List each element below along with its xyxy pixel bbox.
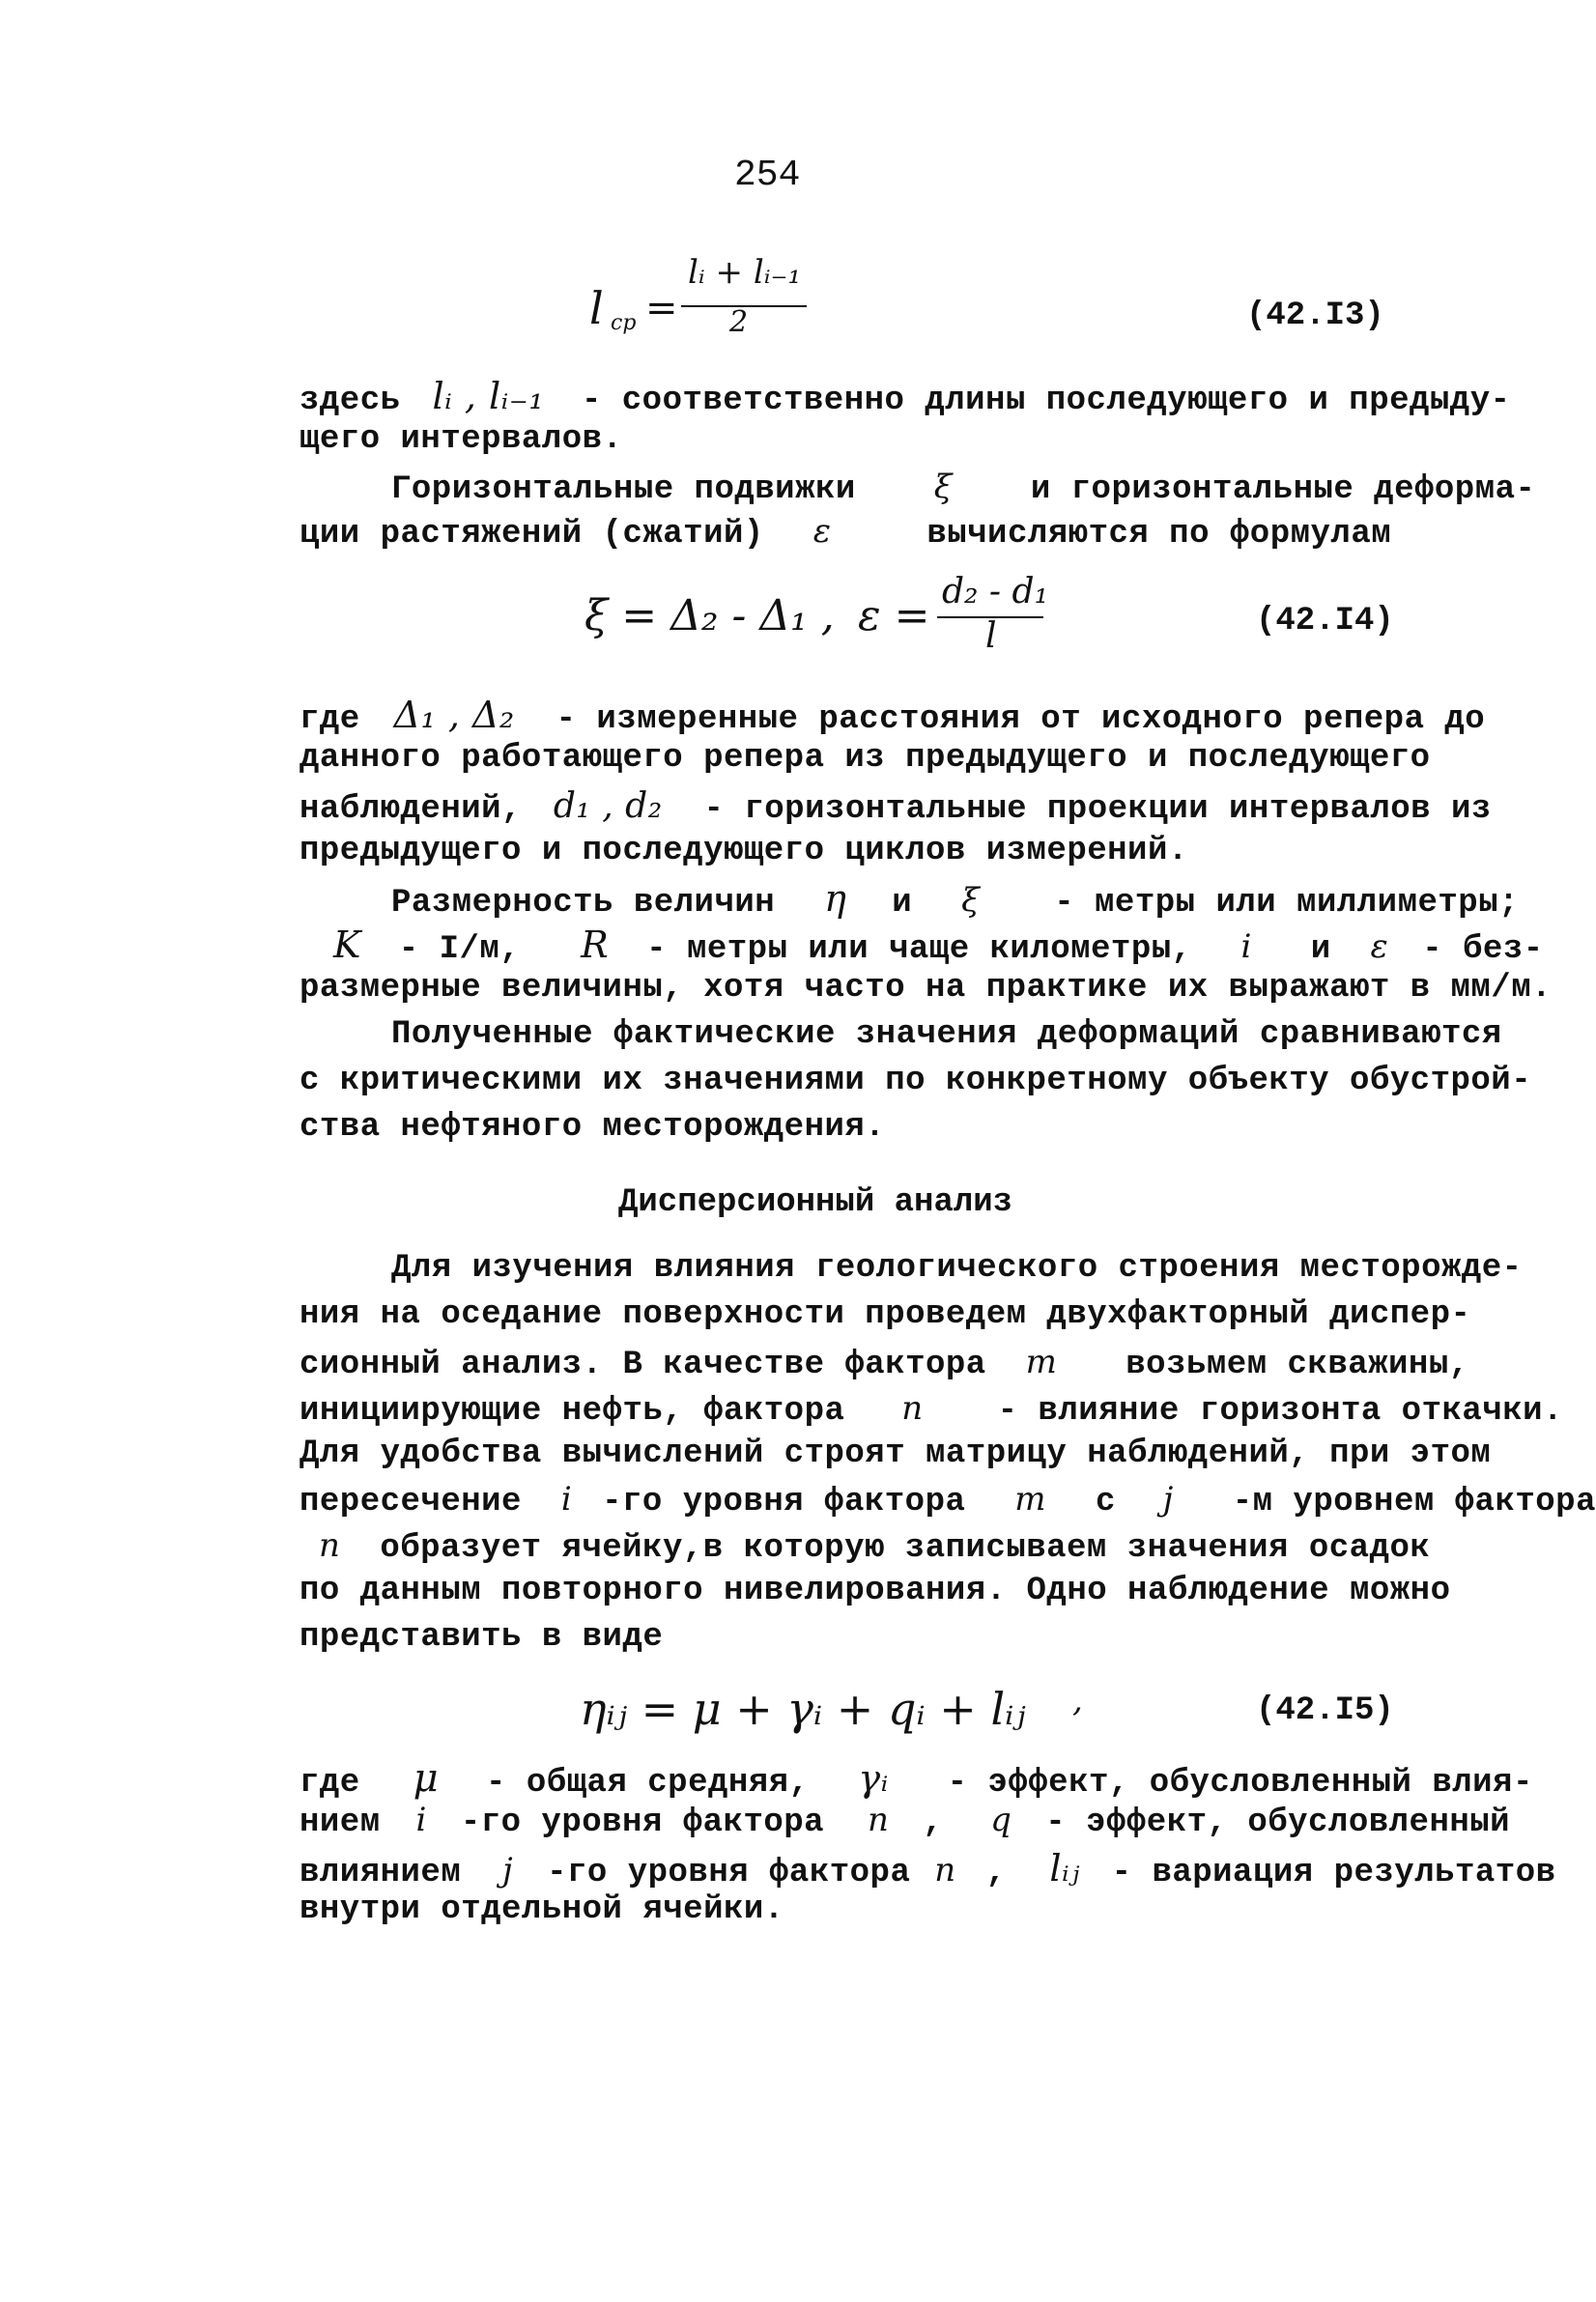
p4-line-1: [391, 877, 1519, 922]
p5-line-1: Полученные фактические значения деформаций сравниваются: [391, 1016, 1502, 1053]
symbol: ξ: [961, 881, 981, 920]
text: - эффект, обусловленный: [1045, 1805, 1511, 1841]
text: Горизонтальные подвижки: [391, 471, 856, 508]
symbol: ε: [1370, 927, 1389, 966]
p7-line-1: [299, 1756, 1533, 1802]
text: - без-: [1422, 931, 1544, 968]
symbol: lᵢⱼ: [1049, 1847, 1080, 1890]
symbol: d₁ , d₂: [553, 786, 663, 826]
eq15-comma: ,: [1072, 1681, 1083, 1719]
p6-line-8: по данным повторного нивелирования. Одно наблюдение можно: [299, 1573, 1451, 1609]
p3-line-1: [299, 694, 1485, 738]
text: и: [1310, 931, 1331, 968]
text: нием: [299, 1805, 381, 1841]
p7-line-4: внутри отдельной ячейки.: [299, 1891, 784, 1928]
p6-line-1: Для изучения влияния геологического строения месторожде-: [391, 1250, 1523, 1287]
symbol: i: [1240, 927, 1252, 966]
symbol: R: [581, 924, 610, 966]
eq13-numerator: lᵢ + lᵢ₋₁: [688, 253, 802, 292]
text: ции растяжений (сжатий): [299, 516, 764, 553]
eq13-lhs-sub: ср: [611, 311, 637, 335]
text: влиянием: [299, 1855, 462, 1891]
symbol: η: [824, 877, 847, 920]
symbol: n: [319, 1526, 341, 1565]
p3-line-4: предыдущего и последующего циклов измерений.: [299, 833, 1188, 869]
eq13-denominator: 2: [729, 305, 749, 339]
p2-line-2: [299, 512, 1391, 553]
symbol: γᵢ: [858, 1757, 889, 1800]
text: - соответственно длины последующего и предыду-: [581, 383, 1511, 419]
eq14-numerator: d₂ - d₁: [942, 572, 1049, 611]
text: -го уровня фактора: [460, 1805, 825, 1841]
text: -го уровня фактора: [602, 1484, 966, 1520]
text: где: [299, 1765, 360, 1802]
text: - эффект, обусловленный влия-: [947, 1765, 1533, 1802]
symbol: ε: [812, 512, 832, 551]
text: вычисляются по формулам: [926, 516, 1392, 553]
symbol: q: [990, 1801, 1012, 1839]
symbol: n: [934, 1851, 956, 1890]
symbol: K: [333, 924, 361, 966]
text: и: [892, 885, 913, 922]
text: с: [1095, 1484, 1116, 1520]
p6-line-2: ния на оседание поверхности проведем двухфакторный диспер-: [299, 1296, 1471, 1333]
eq13-number: (42.I3): [1246, 298, 1384, 334]
symbol: m: [1025, 1343, 1058, 1381]
symbol: i: [415, 1801, 427, 1839]
p6-line-5: Для удобства вычислений строят матрицу наблюдений, при этом: [299, 1435, 1492, 1472]
p3-line-3: [299, 786, 1492, 828]
eq15-number: (42.I5): [1256, 1692, 1394, 1729]
text: здесь: [299, 383, 401, 419]
p6-line-3: [299, 1343, 1469, 1383]
symbol: Δ₁ , Δ₂: [393, 694, 515, 736]
p5-line-3: ства нефтяного месторождения.: [299, 1109, 886, 1146]
p6-line-7: [319, 1526, 1430, 1567]
symbol: j: [502, 1851, 514, 1890]
text: Размерность величин: [391, 885, 776, 922]
text: и горизонтальные деформа-: [1030, 471, 1536, 508]
p5-line-2: с критическими их значениями по конкретному объекту обустрой-: [299, 1063, 1532, 1099]
text: -м уровнем фактора: [1232, 1484, 1596, 1520]
eq14-denominator: l: [985, 616, 997, 656]
eq13-equals: =: [645, 286, 678, 330]
text: возьмем скважины,: [1126, 1347, 1469, 1383]
text: наблюдений,: [299, 791, 522, 828]
text: - горизонтальные проекции интервалов из: [703, 791, 1492, 828]
eq15-expression: ηᵢⱼ = μ + γᵢ + qᵢ + lᵢⱼ: [580, 1683, 1026, 1735]
p6-line-4: [299, 1389, 1563, 1430]
p2-line-1: [391, 468, 1535, 508]
p3-line-2: данного работающего репера из предыдущего и последующего: [299, 740, 1431, 777]
eq13-lhs: l: [589, 282, 604, 334]
p1-line-1: [299, 375, 1511, 419]
p7-line-2: [299, 1801, 1510, 1841]
text: - I/м,: [398, 931, 521, 968]
text: - влияние горизонта откачки.: [997, 1393, 1563, 1430]
symbol: n: [901, 1389, 924, 1428]
text: ,: [923, 1805, 944, 1841]
p4-line-3: размерные величины, хотя часто на практике их выражают в мм/м.: [299, 970, 1553, 1007]
p6-line-6: [299, 1480, 1596, 1520]
text: образует ячейку,в которую записываем значения осадок: [380, 1530, 1431, 1567]
p6-line-9: представить в виде: [299, 1619, 664, 1656]
text: - метры или чаще километры,: [646, 931, 1192, 968]
symbol: i: [560, 1480, 573, 1519]
page-number: 254: [734, 155, 801, 196]
text: - измеренные расстояния от исходного репера до: [556, 701, 1486, 738]
eq14-part2-lhs: ε =: [858, 591, 930, 640]
symbol: lᵢ , lᵢ₋₁: [432, 375, 545, 417]
text: - метры или миллиметры;: [1054, 885, 1519, 922]
text: - общая средняя,: [486, 1765, 810, 1802]
symbol: j: [1162, 1480, 1174, 1519]
symbol: ξ: [933, 468, 953, 506]
symbol: n: [867, 1801, 890, 1839]
symbol: m: [1014, 1480, 1047, 1519]
text: -го уровня фактора: [547, 1855, 911, 1891]
text: сионный анализ. В качестве фактора: [299, 1347, 986, 1383]
section-heading: Дисперсионный анализ: [618, 1184, 1013, 1221]
text: ,: [985, 1855, 1007, 1891]
eq14-part1: ξ = Δ₂ - Δ₁ ,: [584, 591, 835, 640]
symbol: μ: [413, 1756, 440, 1801]
text: где: [299, 701, 360, 738]
p1-line-2: щего интервалов.: [299, 421, 623, 458]
text: инициирующие нефть, фактора: [299, 1393, 845, 1430]
p4-line-2: [333, 924, 1544, 968]
eq14-number: (42.I4): [1256, 603, 1394, 639]
text: пересечение: [299, 1484, 522, 1520]
p7-line-3: [299, 1847, 1556, 1891]
text: - вариация результатов: [1111, 1855, 1556, 1891]
